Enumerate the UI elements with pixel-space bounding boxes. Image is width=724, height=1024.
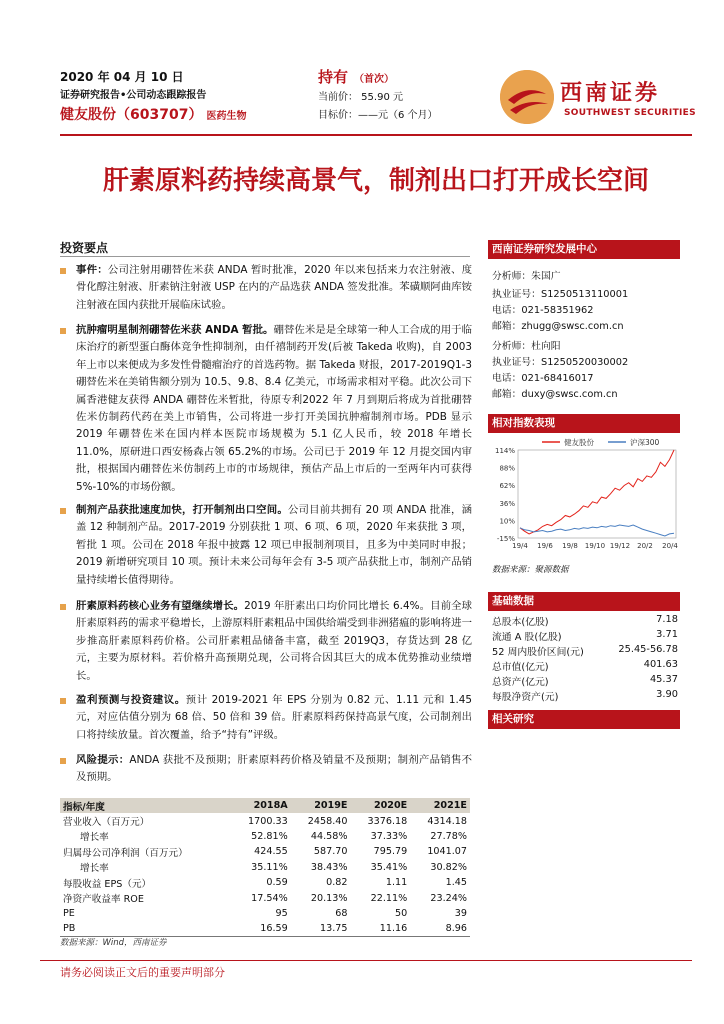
row-label: 每股收益 EPS（元） (63, 878, 152, 890)
relative-index-chart (488, 434, 684, 560)
header-divider (60, 134, 692, 136)
cell: 35.11% (251, 861, 288, 873)
basic-data-row (492, 674, 678, 688)
analyst-phone: 电话：021-58351962 (492, 305, 594, 316)
y-tick-label: 62% (499, 482, 515, 491)
cell: 35.41% (370, 861, 408, 873)
cell: 1.11 (385, 877, 408, 889)
cell: 424.55 (254, 846, 288, 858)
cell: 1700.33 (248, 815, 288, 827)
table-header-cell: 2021E (410, 798, 470, 813)
basic-data-value: 45.37 (649, 674, 678, 685)
table-row (60, 921, 470, 936)
basic-data-value: 7.18 (656, 614, 678, 625)
x-tick-label: 19/4 (512, 542, 528, 550)
cell: 1041.07 (427, 846, 467, 858)
target-price: 目标价：——元（6 个月） (318, 110, 438, 121)
rating-note: （首次） (354, 74, 395, 85)
bullet-heparin (60, 598, 472, 685)
cell: 11.16 (350, 921, 410, 936)
table-header-cell: 指标/年度 (60, 798, 231, 813)
section-divider (60, 256, 470, 257)
cell: 4314.18 (427, 815, 467, 827)
cell: 16.59 (231, 921, 291, 936)
chart-y-axis (495, 447, 515, 543)
cell: 22.11% (370, 892, 408, 904)
bullet-forecast (60, 692, 472, 744)
basic-data-value: 3.90 (656, 689, 678, 700)
bullet-lead: 盈利预测与投资建议。 (76, 694, 186, 706)
row-label: 归属母公司净利润（百万元） (63, 847, 188, 859)
legend-label: 健友股份 (564, 438, 594, 447)
chart-series (520, 450, 674, 536)
table-header-cell: 2019E (291, 798, 351, 813)
bullet-lead: 事件： (76, 264, 108, 276)
cell: 95 (275, 907, 288, 919)
x-tick-label: 20/4 (662, 542, 678, 550)
x-tick-label: 19/12 (609, 542, 631, 550)
cell: 0.59 (266, 877, 288, 889)
report-type: 证券研究报告•公司动态跟踪报告 (60, 90, 207, 101)
row-label: 增长率 (80, 832, 109, 844)
analyst-name: 分析师：朱国广 (492, 271, 561, 282)
analyst-email: 邮箱：duxy@swsc.com.cn (492, 389, 618, 400)
bullet-square-icon (60, 328, 66, 334)
basic-data-row (492, 659, 678, 673)
basic-data-label: 52 周内股价区间(元) (492, 647, 584, 658)
cell: 68 (335, 907, 348, 919)
company-title (60, 104, 246, 124)
basic-data-row (492, 629, 678, 643)
row-label: 增长率 (80, 863, 109, 875)
table-row (60, 890, 470, 905)
y-tick-label: -15% (496, 535, 515, 543)
basic-data-value: 401.63 (643, 659, 678, 670)
y-tick-label: 10% (499, 517, 515, 526)
basic-data-row (492, 614, 678, 628)
chart-box-title: 相对指数表现 (488, 414, 680, 433)
bullet-risk (60, 752, 472, 787)
bullet-square-icon (60, 604, 66, 610)
y-tick-label: 114% (494, 447, 515, 455)
legend-label: 沪深300 (630, 438, 660, 447)
basic-data-row (492, 689, 678, 703)
table-row (60, 813, 470, 828)
cell: 38.43% (310, 861, 348, 873)
analyst-license: 执业证号：S1250513110001 (492, 289, 629, 300)
section-title-investment: 投资要点 (60, 241, 109, 255)
cell: 587.70 (313, 846, 348, 858)
company-name: 健友股份（603707） (60, 107, 203, 123)
analyst-email: 邮箱：zhugg@swsc.com.cn (492, 321, 624, 332)
table-row (60, 829, 470, 844)
table-header-cell: 2018A (231, 798, 291, 813)
headline: 肝素原料药持续高景气，制剂出口打开成长空间 (102, 166, 649, 196)
basic-data-label: 总股本(亿股) (492, 617, 549, 628)
cell: 50 (395, 907, 408, 919)
table-row (60, 860, 470, 875)
cell: 8.96 (410, 921, 470, 936)
bullet-bortezomib (60, 322, 472, 496)
table-row (60, 906, 470, 921)
row-label: PE (63, 907, 75, 919)
rating (318, 66, 394, 87)
cell: 13.75 (291, 921, 351, 936)
brand-name-en: SOUTHWEST SECURITIES (564, 108, 696, 118)
rating-value: 持有 (318, 68, 349, 86)
analysts-title: 西南证券研究发展中心 (488, 240, 680, 259)
footer-disclaimer: 请务必阅读正文后的重要声明部分 (60, 966, 225, 979)
industry-label: 医药生物 (206, 111, 247, 122)
bullet-square-icon (60, 508, 66, 514)
brand-name: 西南证券 (560, 80, 661, 106)
basic-data-label: 流通 A 股(亿股) (492, 632, 562, 643)
bullet-square-icon (60, 758, 66, 764)
series-line-0 (520, 450, 674, 534)
basic-data-row (492, 644, 678, 658)
cell: 0.82 (326, 877, 348, 889)
cell: 20.13% (310, 892, 348, 904)
x-tick-label: 19/8 (562, 542, 578, 550)
bullet-event (60, 262, 472, 314)
chart-frame (518, 450, 676, 538)
cell: 39 (454, 907, 467, 919)
cell: 1.45 (445, 877, 467, 889)
bullet-approvals (60, 502, 472, 589)
cell: 30.82% (430, 861, 467, 873)
brand-logo-icon (500, 70, 554, 124)
bullet-lead: 肝素原料药核心业务有望继续增长。 (76, 600, 245, 612)
row-label: 营业收入（百万元） (63, 817, 150, 829)
table-row (60, 844, 470, 859)
bullet-text: 硼替佐米是是全球第一种人工合成的用于临床治疗的新型蛋白酶体竞争性抑制剂，由仟禧制药开发(后被 Takeda 收购)，自 2003 年上市以来便成为多发性骨髓瘤治疗的首选药物。据 Takeda 财报，2017-2019Q1-3 硼替佐米在美销售额分别为 10.5、9.8、8.4 亿美元，市场需求相对平稳。此次公司下属香港健友获得 ANDA 硼替佐米暂批，待原专利2022 年 7 月到期后将成为首批硼替佐米仿制药代药在美上市销售，公司将进一步打开美国抗肿瘤制剂市场。PDB 显示 2019 年硼替佐米在国内样本医院市场规模为 5.1 亿人民币，较 2018 年增长 11.0%，原研进口西安杨森占领 65.2%的市场。公司已于 2019 年 12 月提交国内审批，根据国内硼替佐米仿制药上市的市场规律，预估产品上市后的一至两年内可获得 5%-10%的市场份额。 (76, 324, 473, 493)
chart-x-axis (512, 542, 678, 550)
table-source: 数据来源：Wind，西南证券 (60, 938, 167, 948)
current-price: 当前价： 55.90 元 (318, 92, 403, 103)
basic-data-title: 基础数据 (488, 592, 680, 611)
cell: 3376.18 (367, 815, 408, 827)
row-label: PB (60, 921, 231, 936)
bullet-lead: 风险提示： (76, 754, 130, 766)
footer-divider (40, 960, 692, 961)
analyst-phone: 电话：021-68416017 (492, 373, 594, 384)
chart-legend (542, 437, 660, 447)
report-date: 2020 年 04 月 10 日 (60, 70, 184, 84)
cell: 795.79 (373, 846, 408, 858)
y-tick-label: 36% (499, 499, 515, 508)
basic-data-label: 总市值(亿元) (492, 662, 549, 673)
basic-data-value: 25.45-56.78 (618, 644, 678, 655)
x-tick-label: 20/2 (637, 542, 653, 550)
bullet-square-icon (60, 268, 66, 274)
analyst-license: 执业证号：S1250520030002 (492, 357, 629, 368)
chart-grid (518, 450, 676, 538)
cell: 23.24% (430, 892, 467, 904)
bullet-square-icon (60, 698, 66, 704)
bullet-text: 2019 年肝素出口均价同比增长 6.4%。目前全球肝素原料药的需求平稳增长，上游原料肝素粗品中国供给端受到非洲猪瘟的影响将进一步推高肝素原料药价格。公司肝素粗品储备丰富，截至 2019Q3，存货达到 28 亿元，主要为原材料。若价格升高预期兑现，公司将合因其巨大的成本优势推动业绩增长。 (76, 600, 472, 682)
basic-data-value: 3.71 (656, 629, 678, 640)
bullet-lead: 制剂产品获批速度加快，打开制剂出口空间。 (76, 504, 288, 516)
cell: 2458.40 (307, 815, 348, 827)
cell: 44.58% (310, 830, 348, 842)
x-tick-label: 19/6 (537, 542, 553, 550)
table-header-cell: 2020E (350, 798, 410, 813)
cell: 17.54% (251, 892, 288, 904)
bullet-text: 公司注射用硼替佐米获 ANDA 暂时批准，2020 年以来包括来力农注射液、度骨化醇注射液、肝素钠注射液 USP 在内的产品选获 ANDA 签发批准。苯磺顺阿曲库铵注射液在国内获批开展临床试验。 (76, 264, 472, 311)
cell: 27.78% (430, 830, 467, 842)
bullet-text: ANDA 获批不及预期；肝素原料药价格及销量不及预期；制剂产品销售不及预期。 (76, 754, 473, 784)
related-research-title: 相关研究 (488, 710, 680, 729)
y-tick-label: 88% (499, 464, 515, 473)
cell: 37.33% (370, 830, 408, 842)
analyst-name: 分析师：杜向阳 (492, 341, 561, 352)
chart-source: 数据来源：聚源数据 (492, 565, 569, 575)
table-row (60, 875, 470, 890)
basic-data-label: 总资产(亿元) (492, 677, 549, 688)
bullet-text: 公司目前共拥有 20 项 ANDA 批准，涵盖 12 种制剂产品。2017-2019 分别获批 1 项、6 项、6 项，2020 年来获批 3 项，暂批 1 项。公司在 2018 年报中披露 12 项已申报制剂项目，且多为中美同时申报；2019 新增研究项目 10 项。预计未来公司每年会有 3-5 项产品获批上市，制剂产品销量持续增长值得期待。 (76, 504, 472, 586)
cell: 52.81% (251, 830, 288, 842)
bullet-text: 预计 2019-2021 年 EPS 分别为 0.82 元、1.11 元和 1.45 元，对应估值分别为 68 倍、50 倍和 39 倍。肝素原料药保持高景气度，公司制剂出口将持续放量。首次覆盖，给予“持有”评级。 (76, 694, 472, 741)
basic-data-label: 每股净资产(元) (492, 692, 559, 703)
table-header-row (60, 798, 470, 813)
row-label: 净资产收益率 ROE (63, 894, 144, 906)
financial-table (60, 798, 470, 937)
x-tick-label: 19/10 (584, 542, 606, 550)
bullet-lead: 抗肿瘤明星制剂硼替佐米获 ANDA 暂批。 (76, 324, 274, 336)
